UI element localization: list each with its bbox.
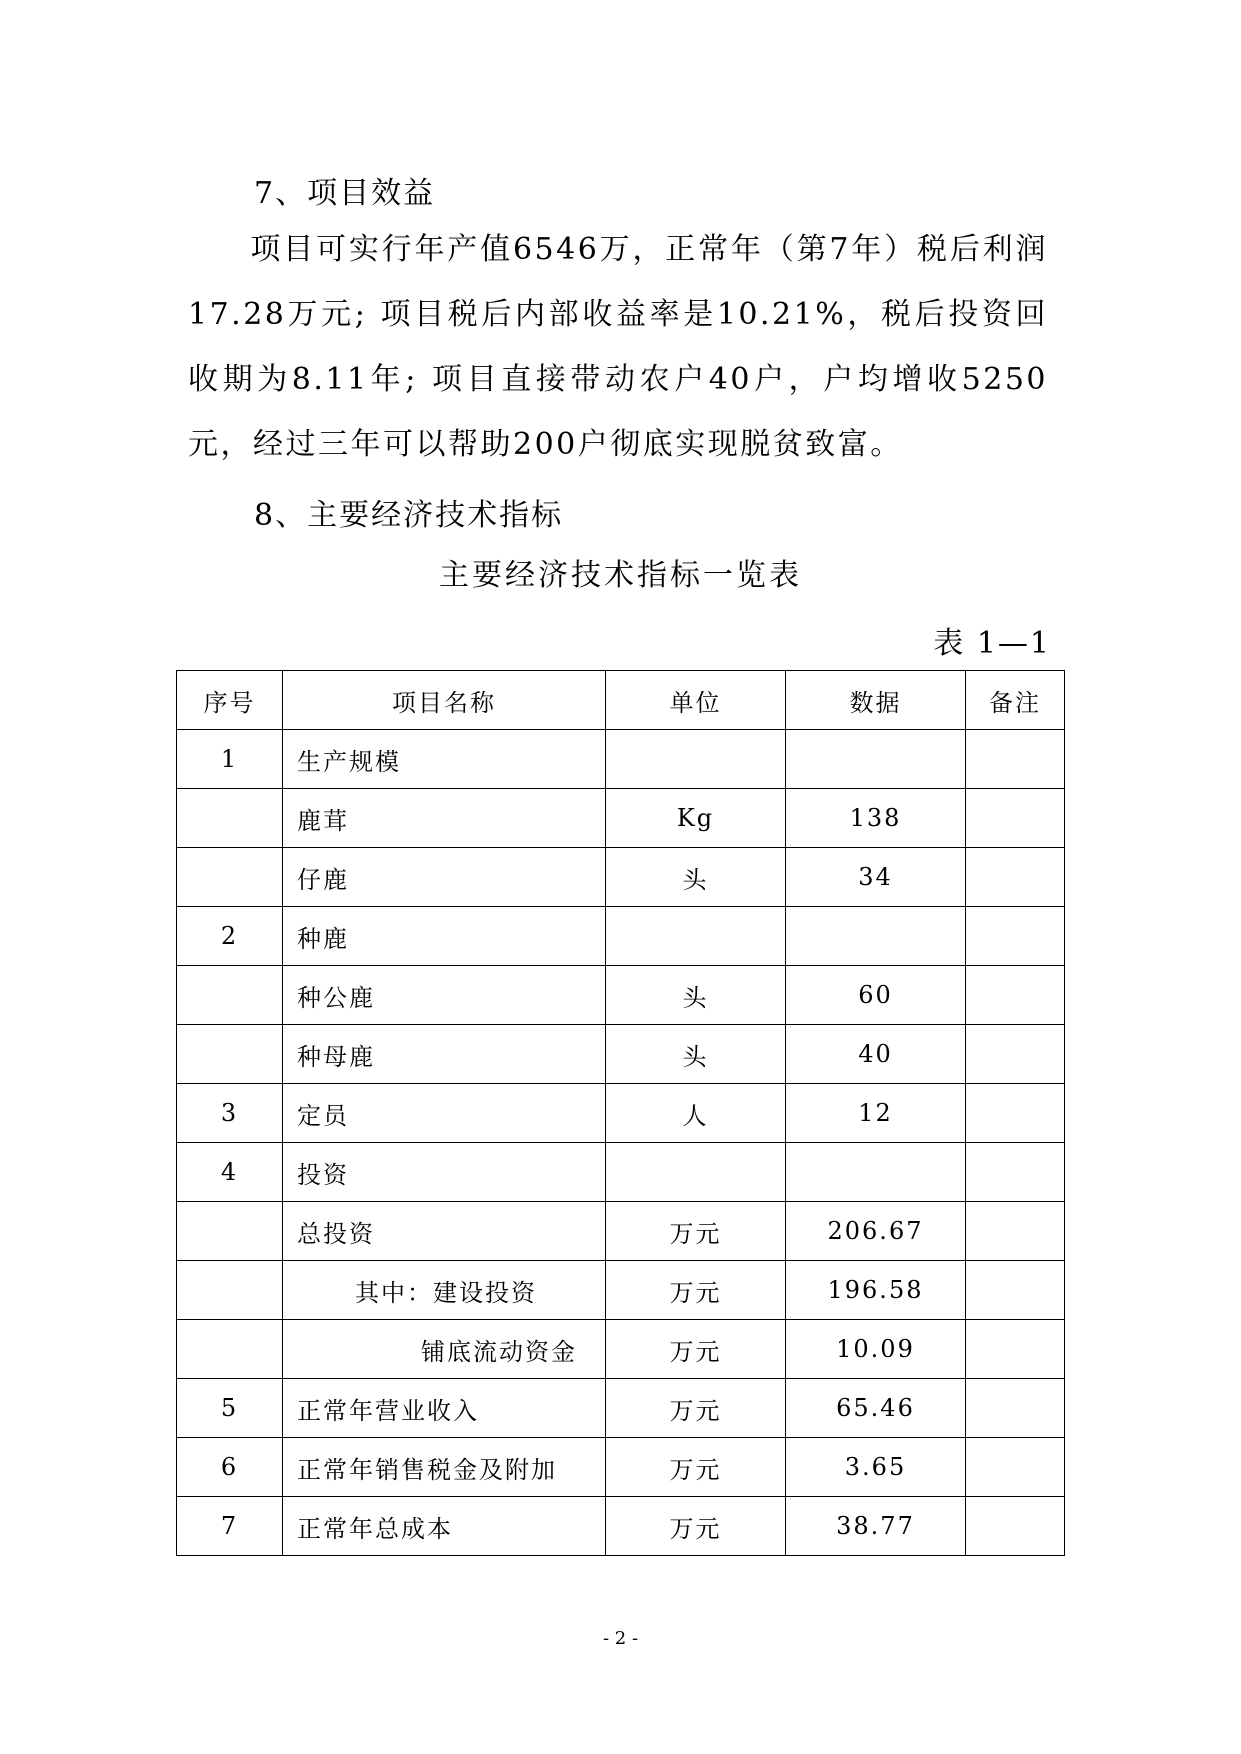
row-number-cell [177, 789, 283, 848]
unit-cell: 万元 [606, 1438, 786, 1497]
item-name-cell: 投资 [283, 1143, 606, 1202]
section-7-paragraph [188, 217, 1048, 477]
value-cell: 40 [786, 1025, 966, 1084]
unit-cell: 头 [606, 848, 786, 907]
value-cell [786, 1143, 966, 1202]
unit-cell: Kg [606, 789, 786, 848]
value-cell: 60 [786, 966, 966, 1025]
value-cell [786, 907, 966, 966]
note-cell [966, 1320, 1065, 1379]
row-number-cell: 7 [177, 1497, 283, 1556]
unit-cell: 万元 [606, 1261, 786, 1320]
table-row [177, 789, 1065, 848]
item-name-cell: 生产规模 [283, 730, 606, 789]
unit-cell: 人 [606, 1084, 786, 1143]
table-row [177, 1320, 1065, 1379]
row-number-cell [177, 848, 283, 907]
header-unit: 单位 [606, 671, 786, 730]
item-name-cell: 定员 [283, 1084, 606, 1143]
note-cell [966, 1497, 1065, 1556]
table-row [177, 730, 1065, 789]
note-cell [966, 1438, 1065, 1497]
table-row [177, 1202, 1065, 1261]
note-cell [966, 966, 1065, 1025]
section-8-heading: 8、主要经济技术指标 [254, 498, 564, 533]
unit-cell: 万元 [606, 1320, 786, 1379]
table-row [177, 1261, 1065, 1320]
value-cell: 206.67 [786, 1202, 966, 1261]
unit-cell: 万元 [606, 1202, 786, 1261]
note-cell [966, 848, 1065, 907]
row-number-cell: 5 [177, 1379, 283, 1438]
table-row [177, 1143, 1065, 1202]
note-cell [966, 1261, 1065, 1320]
value-cell: 34 [786, 848, 966, 907]
header-no: 序号 [177, 671, 283, 730]
value-cell: 138 [786, 789, 966, 848]
note-cell [966, 1202, 1065, 1261]
page-number: - 2 - [602, 1628, 639, 1649]
value-cell: 65.46 [786, 1379, 966, 1438]
section-7-heading: 7、项目效益 [254, 176, 436, 211]
unit-cell [606, 730, 786, 789]
row-number-cell: 4 [177, 1143, 283, 1202]
item-name-cell: 正常年销售税金及附加 [283, 1438, 606, 1497]
table-header-row [177, 671, 1065, 730]
row-number-cell: 1 [177, 730, 283, 789]
table-row [177, 1084, 1065, 1143]
table-title: 主要经济技术指标一览表 [439, 558, 802, 593]
table-number: 表 1—1 [933, 626, 1051, 661]
unit-cell: 头 [606, 966, 786, 1025]
note-cell [966, 1143, 1065, 1202]
item-name-cell: 总投资 [283, 1202, 606, 1261]
value-cell: 10.09 [786, 1320, 966, 1379]
row-number-cell [177, 966, 283, 1025]
item-name-cell: 种公鹿 [283, 966, 606, 1025]
note-cell [966, 1379, 1065, 1438]
value-cell: 38.77 [786, 1497, 966, 1556]
unit-cell [606, 1143, 786, 1202]
table-row [177, 1497, 1065, 1556]
row-number-cell [177, 1261, 283, 1320]
note-cell [966, 1084, 1065, 1143]
item-name-cell: 其中：建设投资 [283, 1261, 606, 1320]
row-number-cell: 3 [177, 1084, 283, 1143]
item-name-cell: 铺底流动资金 [283, 1320, 606, 1379]
indicator-table [176, 670, 1065, 1556]
note-cell [966, 907, 1065, 966]
table-row [177, 907, 1065, 966]
table-row [177, 848, 1065, 907]
unit-cell: 万元 [606, 1379, 786, 1438]
section-7-text: 项目可实行年产值6546万，正常年（第7年）税后利润17.28万元; 项目税后内部收益率是10.21%，税后投资回收期为8.11年; 项目直接带动农户40户，户均增收5250元，经过三年可以帮助200户彻底实现脱贫致富。 [188, 232, 1048, 462]
item-name-cell: 正常年营业收入 [283, 1379, 606, 1438]
item-name-cell: 仔鹿 [283, 848, 606, 907]
row-number-cell [177, 1202, 283, 1261]
item-name-cell: 鹿茸 [283, 789, 606, 848]
note-cell [966, 1025, 1065, 1084]
item-name-cell: 种母鹿 [283, 1025, 606, 1084]
header-value: 数据 [786, 671, 966, 730]
row-number-cell: 2 [177, 907, 283, 966]
row-number-cell [177, 1320, 283, 1379]
note-cell [966, 789, 1065, 848]
table-row [177, 1025, 1065, 1084]
table-row [177, 966, 1065, 1025]
note-cell [966, 730, 1065, 789]
unit-cell: 头 [606, 1025, 786, 1084]
item-name-cell: 正常年总成本 [283, 1497, 606, 1556]
header-note: 备注 [966, 671, 1065, 730]
value-cell: 3.65 [786, 1438, 966, 1497]
table-row [177, 1438, 1065, 1497]
table-row [177, 1379, 1065, 1438]
row-number-cell [177, 1025, 283, 1084]
value-cell: 196.58 [786, 1261, 966, 1320]
value-cell: 12 [786, 1084, 966, 1143]
header-name: 项目名称 [283, 671, 606, 730]
unit-cell: 万元 [606, 1497, 786, 1556]
value-cell [786, 730, 966, 789]
item-name-cell: 种鹿 [283, 907, 606, 966]
row-number-cell: 6 [177, 1438, 283, 1497]
unit-cell [606, 907, 786, 966]
